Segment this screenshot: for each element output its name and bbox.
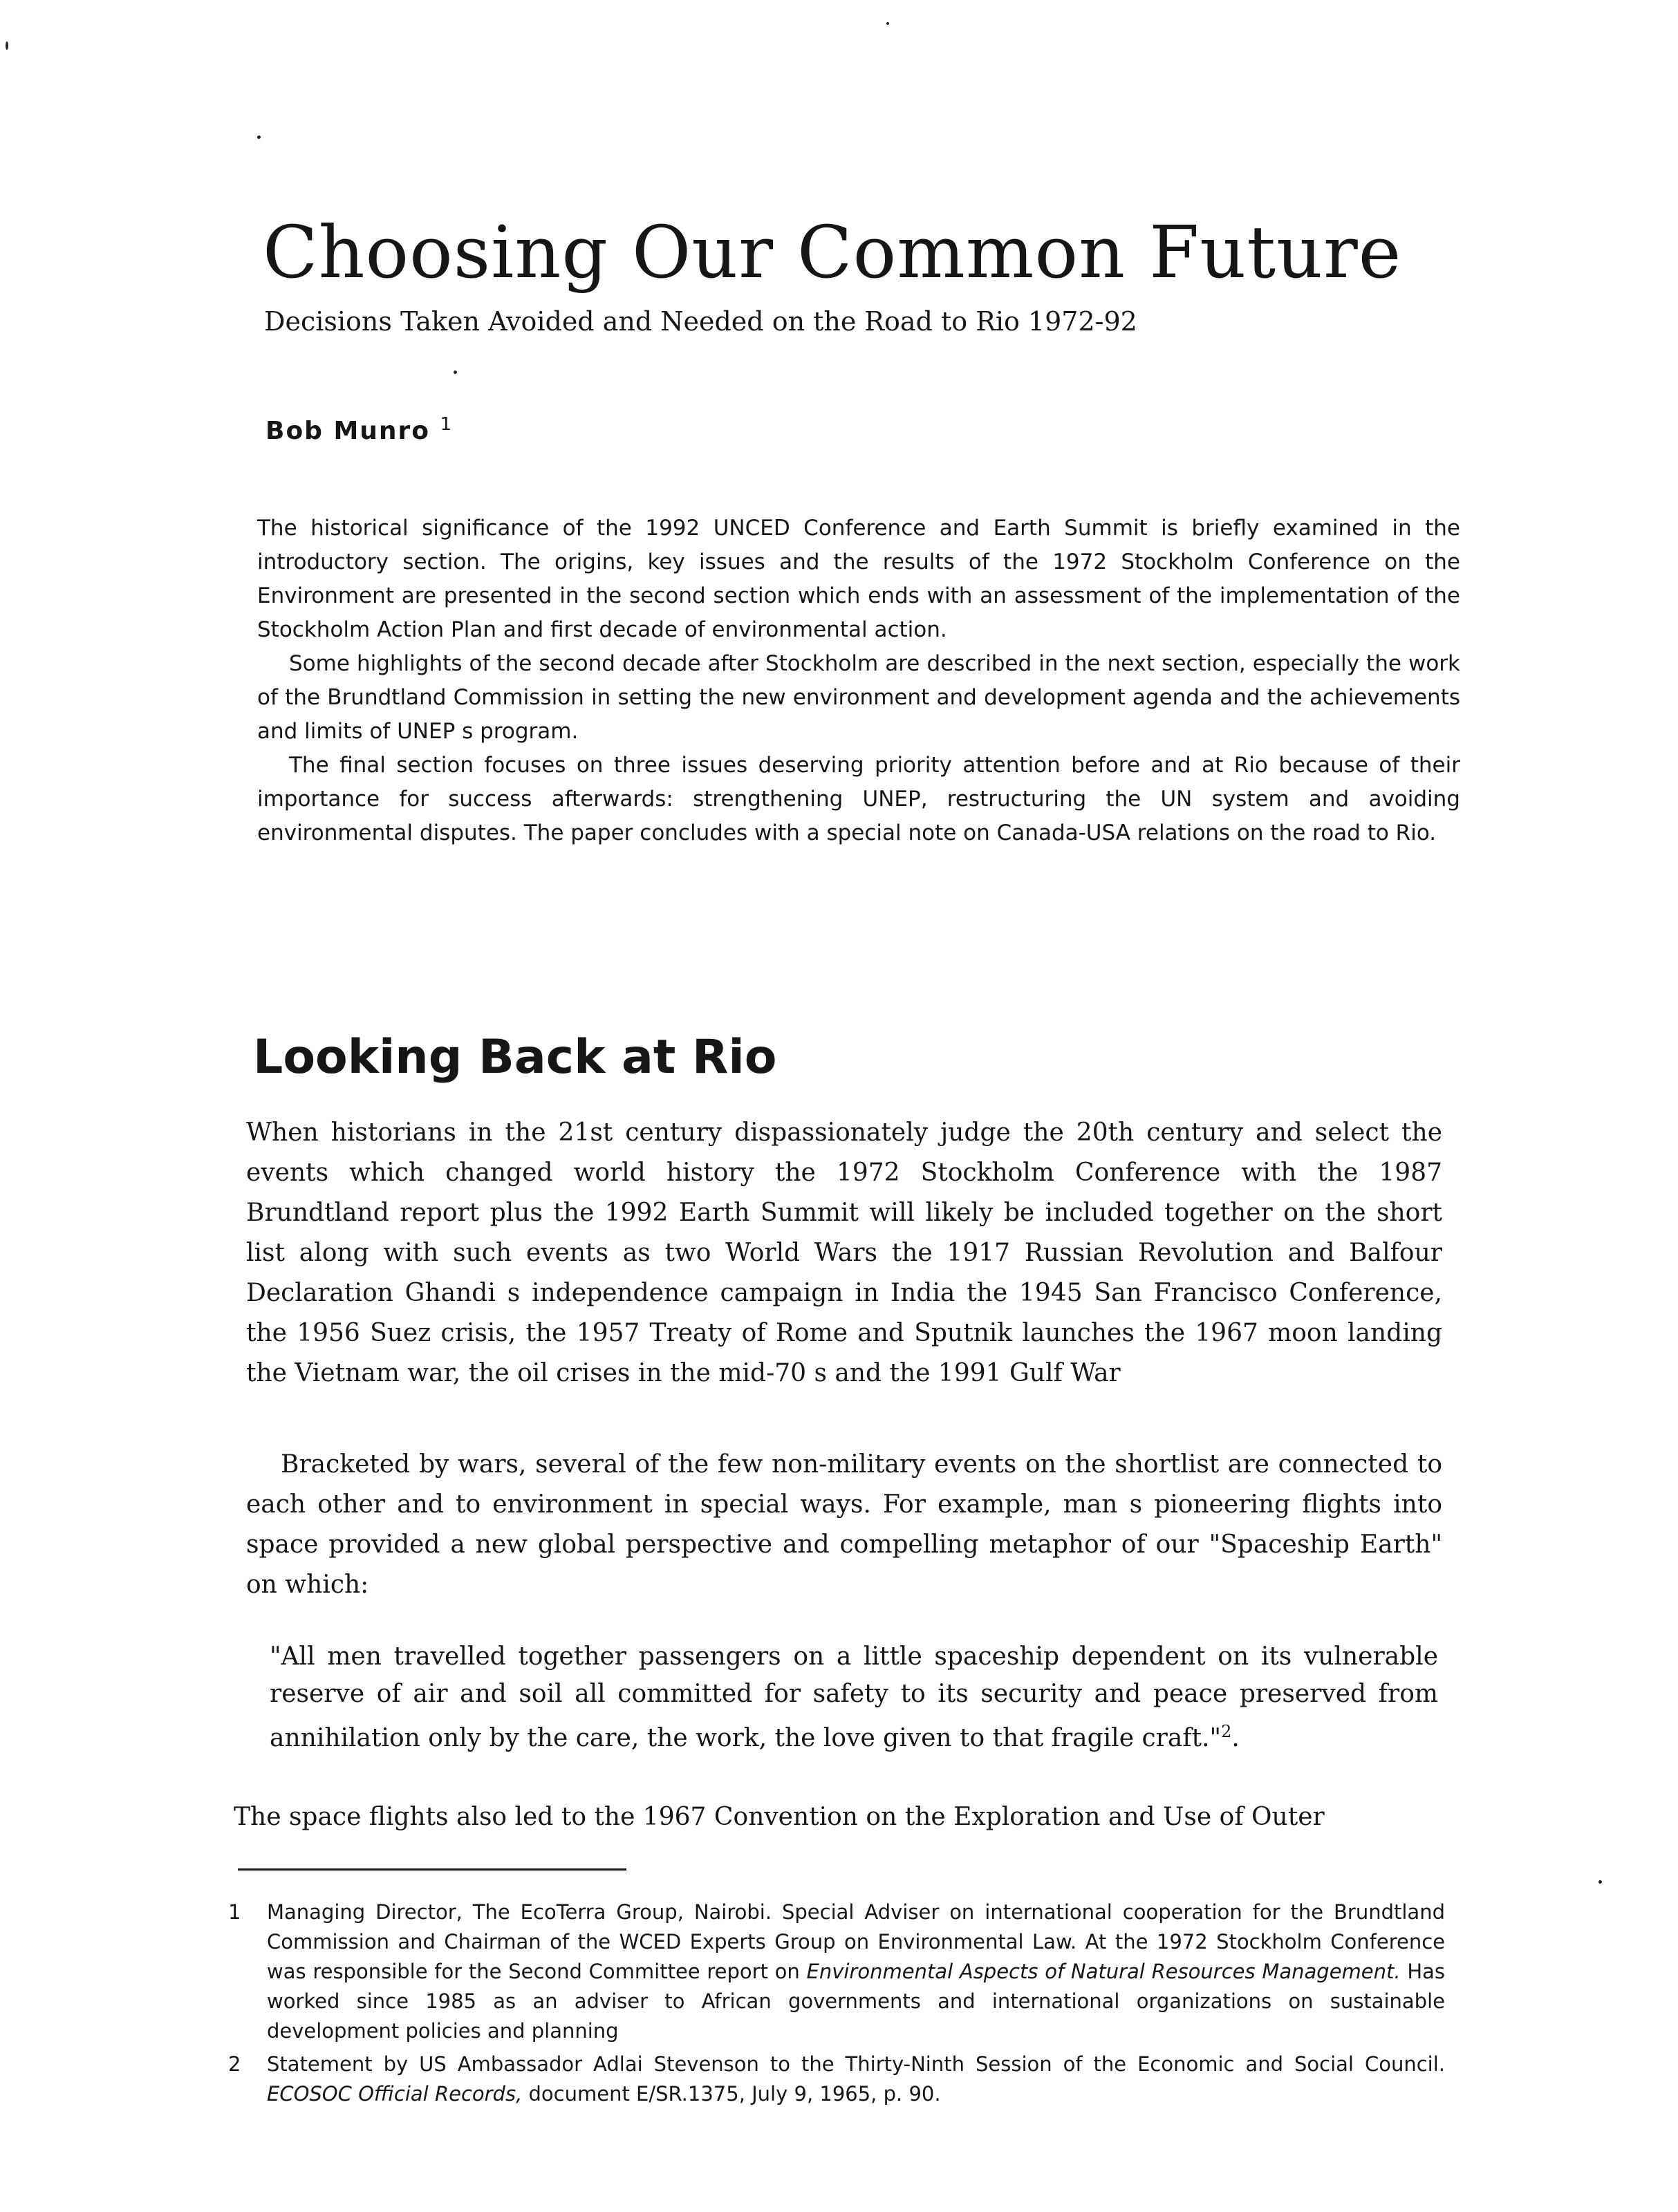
- abstract-paragraph: The historical significance of the 1992 UNCED Conference and Earth Summit is briefly examined in the introductory section. The origins, key issues and the results of the 1972 Stockholm Conference on the Environment are presented in the second section which ends with an assessment of the implementation of the Stockholm Action Plan and first decade of environmental action.: [257, 516, 1460, 642]
- footnote-text-part: document E/SR.1375, July 9, 1965, p. 90.: [522, 2082, 941, 2106]
- scan-speck: [6, 41, 8, 50]
- footnote-number: 1: [228, 1900, 241, 1924]
- scan-speck: [1598, 1880, 1602, 1884]
- quote-footnote-mark: 2: [1221, 1722, 1232, 1741]
- footnote-text: [267, 2050, 1445, 2109]
- footnote-text-part: Managing Director, The EcoTerra Group, Nairobi. Special Adviser on international cooperation for the Brundtland Commission and Chairman of the WCED Experts Group on Environmental Law. At the 1972 Stockholm Conference was responsible for the Second Committee report on: [267, 1900, 1445, 1983]
- footnote-text-part: Has worked since 1985 as an adviser to African governments and international organizations on sustainable development policies and planning: [267, 1960, 1446, 2043]
- page-subtitle: Decisions Taken Avoided and Needed on the Road to Rio 1972-92: [264, 306, 1137, 337]
- abstract: [257, 512, 1460, 850]
- body-paragraph: When historians in the 21st century dispassionately judge the 20th century and select the events which changed world history the 1972 Stockholm Conference with the 1987 Brundtland report plus the 1992 Earth Summit will likely be included together on the short list along with such events as two World Wars the 1917 Russian Revolution and Balfour Declaration Ghandi s independence campaign in India the 1945 San Francisco Conference, the 1956 Suez crisis, the 1957 Treaty of Rome and Sputnik launches the 1967 moon landing the Vietnam war, the oil crises in the mid-70 s and the 1991 Gulf War: [246, 1118, 1442, 1387]
- footnote-italic-title: ECOSOC Official Records,: [267, 2082, 523, 2106]
- section-heading: Looking Back at Rio: [253, 1030, 777, 1085]
- footnote-text-part: Statement by US Ambassador Adlai Stevenson to the Thirty-Ninth Session of the Economic and Social Council.: [267, 2052, 1445, 2076]
- quote-text: "All men travelled together passengers on a little spaceship dependent on its vulnerable reserve of air and soil all committed for safety to its security and peace preserved from annihilation only by the care, the work, the love given to that fragile craft.": [270, 1642, 1438, 1752]
- body-paragraph: Bracketed by wars, several of the few non-military events on the shortlist are connected to each other and to environment in special ways. For example, man s pioneering flights into space provided a new global perspective and compelling metaphor of our "Spaceship Earth" on which:: [246, 1450, 1442, 1599]
- author-footnote-mark: 1: [440, 414, 454, 435]
- scan-speck: [257, 135, 261, 139]
- author-line: [265, 408, 453, 448]
- abstract-paragraph: Some highlights of the second decade after Stockholm are described in the next section, especially the work of the Brundtland Commission in setting the new environment and development agenda and the achievements and limits of UNEP s program.: [257, 651, 1460, 744]
- footnote-rule: [238, 1868, 626, 1871]
- body-paragraph: The space flights also led to the 1967 Convention on the Exploration and Use of Outer: [234, 1803, 1325, 1831]
- footnote-italic-title: Environmental Aspects of Natural Resources Management.: [806, 1960, 1401, 1983]
- footnote-number: 2: [228, 2052, 241, 2076]
- scan-speck: [454, 371, 457, 374]
- footnote-text: [267, 1897, 1445, 2046]
- author-name: Bob Munro: [265, 417, 431, 445]
- abstract-paragraph: The final section focuses on three issues deserving priority attention before and at Rio because of their importance for success afterwards: strengthening UNEP, restructuring the UN system and avoiding environmental disputes. The paper concludes with a special note on Canada-USA relations on the road to Rio.: [257, 753, 1460, 845]
- scan-speck: [886, 22, 889, 25]
- page-title: Choosing Our Common Future: [263, 210, 1402, 294]
- block-quote: "All men travelled together passengers on a little spaceship dependent on its vulnerable reserve of air and soil all committed for safety to its security and peace preserved from annihilation only by the care, the work, the love given to that fragile craft."$^2$.: [270, 1642, 1438, 1752]
